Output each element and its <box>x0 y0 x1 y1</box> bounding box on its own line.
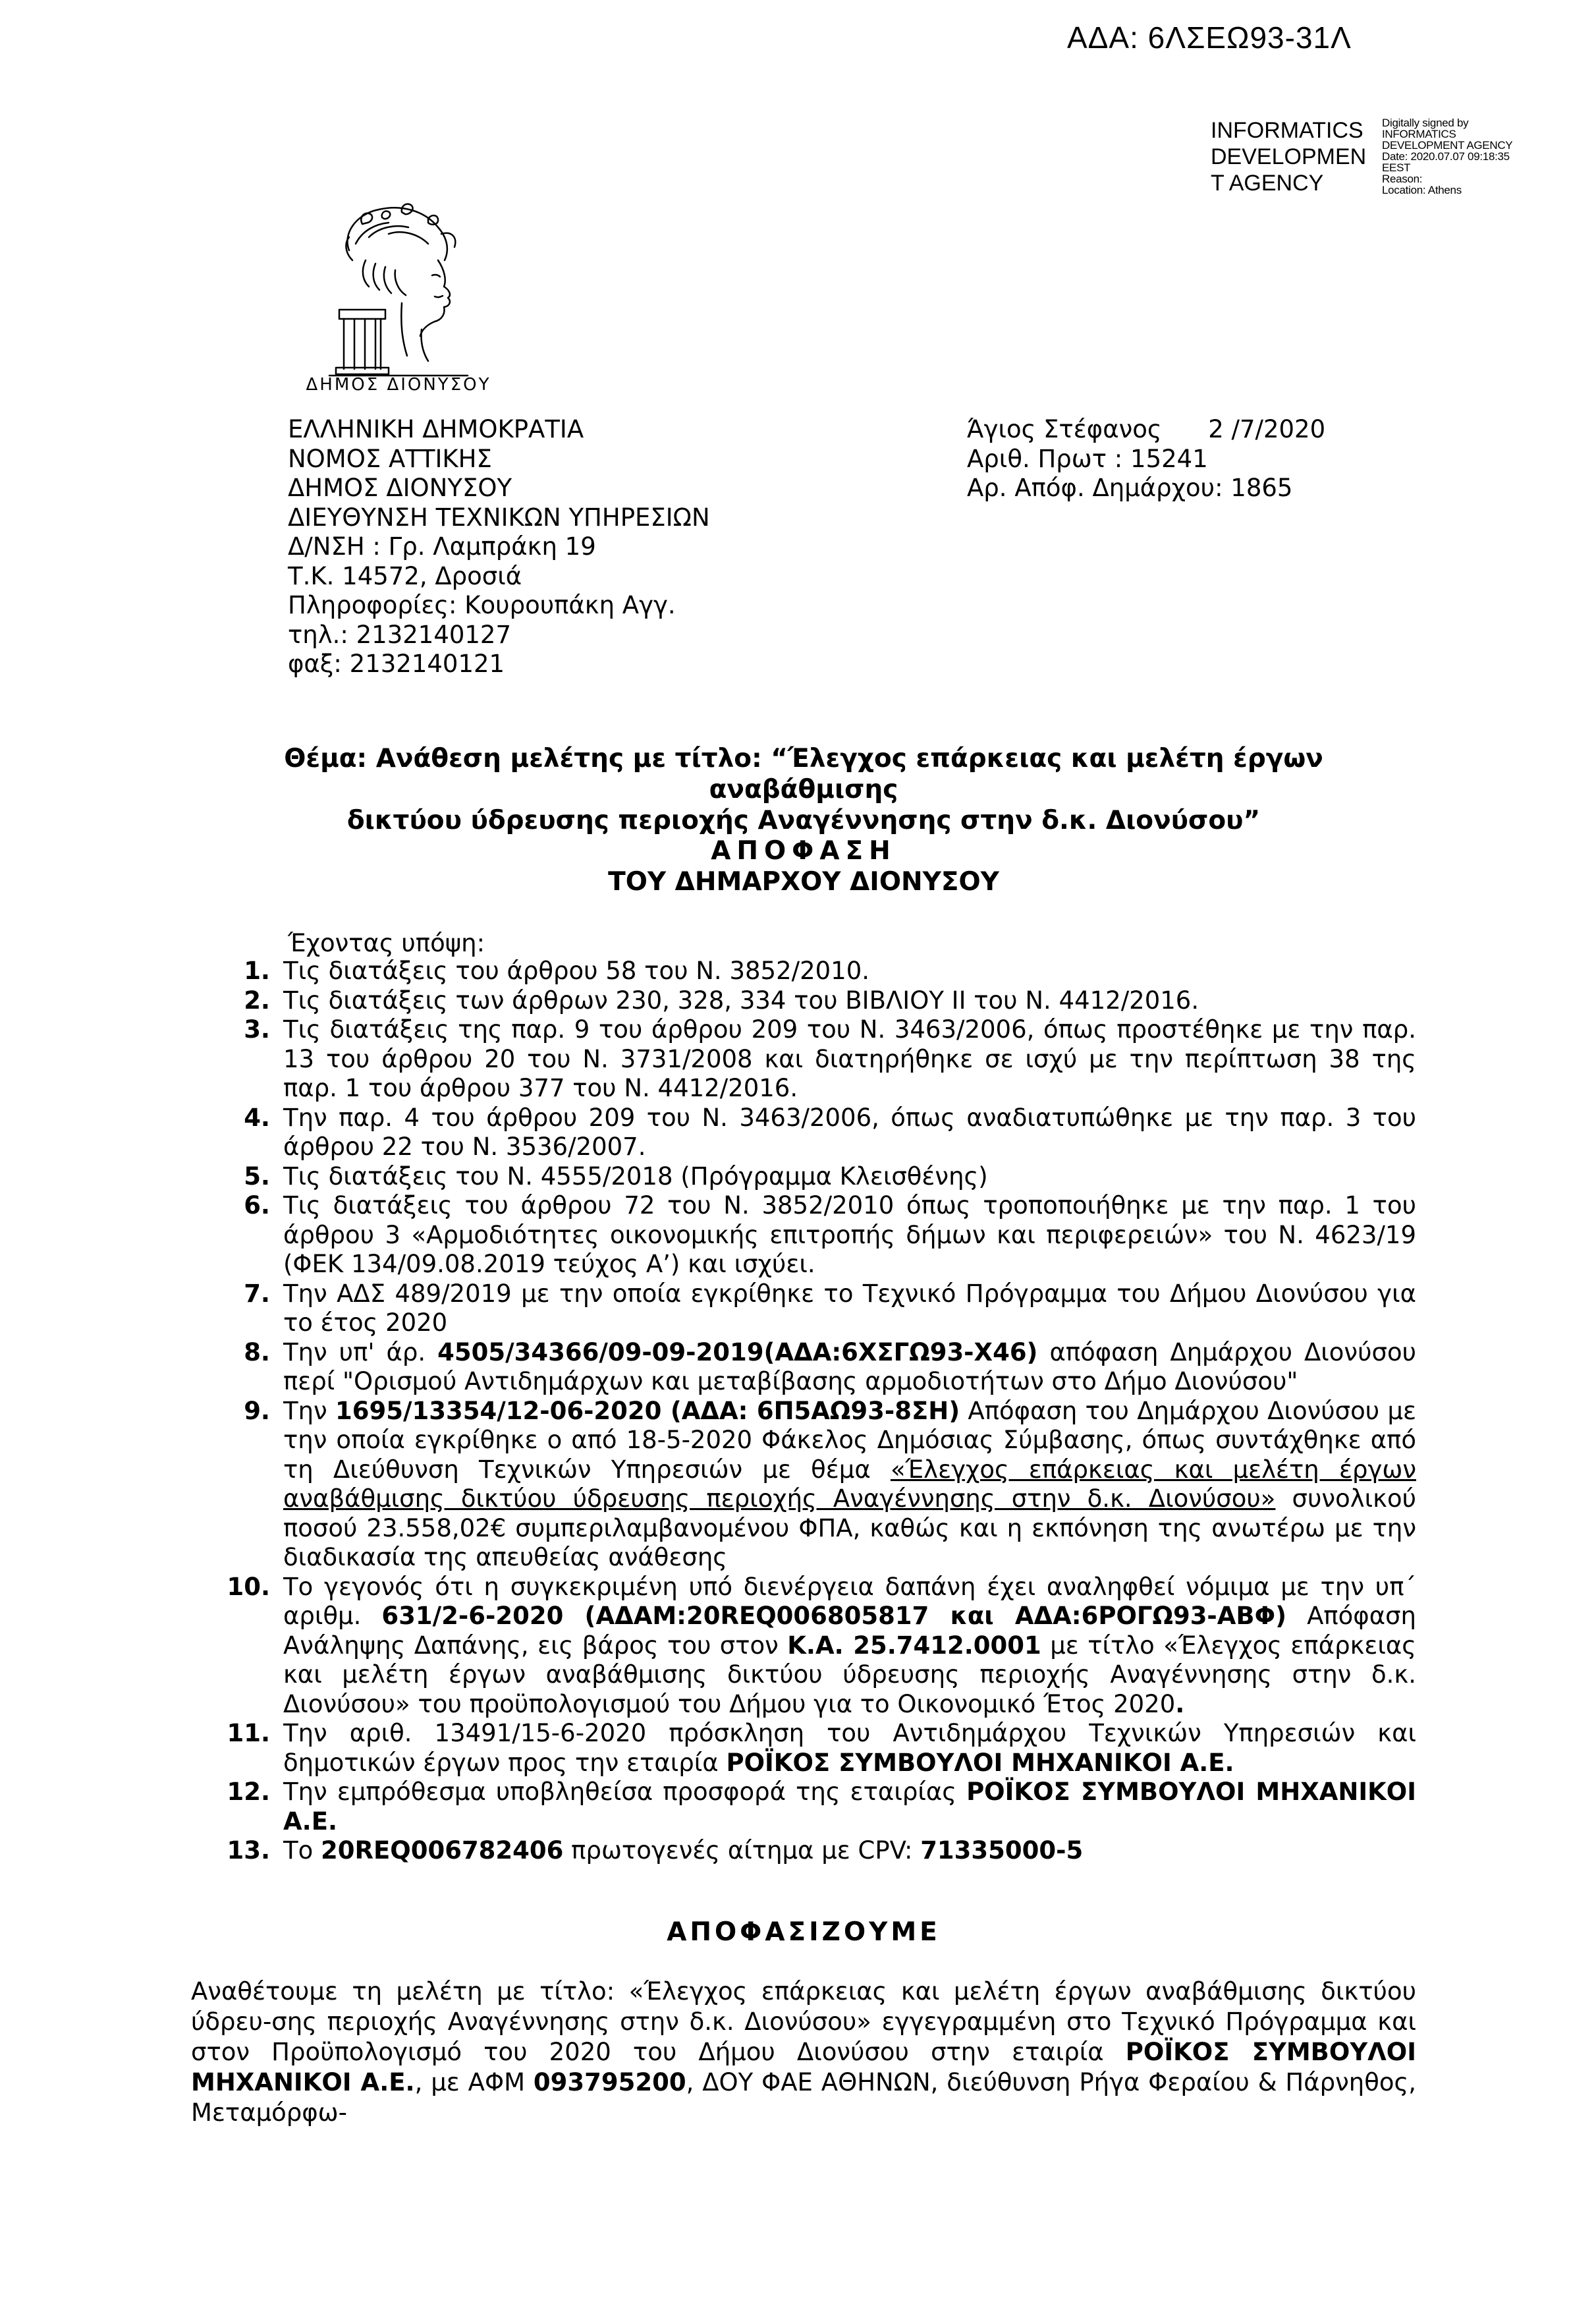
subject-heading <box>198 743 1410 836</box>
bold-text: 20REQ006782406 <box>321 1836 564 1865</box>
list-item-text <box>283 986 1416 1016</box>
list-item-number: 8. <box>244 1337 270 1366</box>
signature-meta-line: INFORMATICS <box>1382 128 1456 140</box>
bold-text: ΡΟΪΚΟΣ ΣΥΜΒΟΥΛΟΙ ΜΗΧΑΝΙΚΟΙ Α.Ε. <box>191 2038 1416 2096</box>
bold-text: ΡΟΪΚΟΣ ΣΥΜΒΟΥΛΟΙ ΜΗΧΑΝΙΚΟΙ Α.Ε. <box>726 1748 1234 1777</box>
list-item-text <box>283 1719 1416 1778</box>
text-run: Το γεγονός ότι η συγκεκριμένη υπό διενέργεια δαπάνη έχει αναληφθεί νόμιμα με την υπ΄ αριθμ. <box>283 1572 1416 1630</box>
address-line: τηλ.: 2132140127 <box>288 620 512 649</box>
list-item-number: 6. <box>244 1191 270 1220</box>
signature-meta-line: Location: Athens <box>1382 184 1462 196</box>
address-line: Δ/ΝΣΗ : Γρ. Λαμπράκη 19 <box>288 532 596 561</box>
subject-line: Θέμα: Ανάθεση μελέτης με τίτλο: “Έλεγχος επάρκειας και μελέτη έργων αναβάθμισης <box>284 744 1323 804</box>
list-item <box>191 1338 1416 1397</box>
signature-organization <box>1211 117 1366 196</box>
signature-meta-line: Reason: <box>1382 173 1423 185</box>
list-item-text <box>283 1397 1416 1573</box>
text-run: Την αριθ. 13491/15-6-2020 πρόσκληση του Αντιδημάρχου Τεχνικών Υπηρεσιών και δημοτικών έργων προς την εταιρία <box>283 1719 1416 1777</box>
underlined-text: «Έλεγχος επάρκειας και μελέτη έργων αναβάθμισης δικτύου ύδρευσης περιοχής Αναγέννησης στην δ.κ. Διονύσου» <box>283 1455 1416 1513</box>
text-run: Απόφαση Ανάληψης Δαπάνης, εις βάρος του στον <box>283 1602 1416 1660</box>
signature-meta-line: Date: 2020.07.07 09:18:35 <box>1382 150 1510 163</box>
text-run: Την <box>283 1396 336 1425</box>
list-item <box>191 986 1416 1016</box>
signature-org-line: INFORMATICS <box>1211 118 1363 143</box>
signature-meta-line: EEST <box>1382 161 1411 174</box>
list-item <box>191 1778 1416 1836</box>
decision-title <box>198 835 1410 897</box>
text-run: Τις διατάξεις του Ν. 4555/2018 (Πρόγραμμα Κλεισθένης) <box>283 1162 988 1191</box>
decision-body <box>191 1977 1416 2128</box>
text-run: , ΔΟΥ ΦΑΕ ΑΘΗΝΩΝ, διεύθυνση Ρήγα Φεραίου & Πάρνηθος, Μεταμόρφω- <box>191 2068 1417 2127</box>
signature-meta-line: DEVELOPMENT AGENCY <box>1382 139 1513 152</box>
list-item-text <box>283 1015 1416 1104</box>
sender-address <box>288 415 710 679</box>
decision-title-line: ΑΠΟΦΑΣΗ <box>711 836 896 866</box>
bold-text: 4505/34366/09-09-2019(ΑΔΑ:6ΧΣΓΩ93-Χ46) <box>437 1337 1038 1366</box>
list-item-text <box>283 1338 1416 1397</box>
list-item-text <box>283 1573 1416 1720</box>
text-run: Την ΑΔΣ 489/2019 με την οποία εγκρίθηκε το Τεχνικό Πρόγραμμα του Δήμου Διονύσου για το έτος 2020 <box>283 1279 1416 1337</box>
list-item <box>191 1015 1416 1104</box>
text-run: Το <box>283 1836 321 1865</box>
signature-org-line: DEVELOPMEN <box>1211 144 1367 169</box>
text-run: Τις διατάξεις του άρθρου 58 του Ν. 3852/2010. <box>283 957 870 985</box>
list-item <box>191 1162 1416 1192</box>
list-item-number: 10. <box>227 1572 270 1601</box>
reference-line: Αρ. Απόφ. Δημάρχου: 1865 <box>967 474 1293 502</box>
list-item-number: 1. <box>244 957 270 985</box>
list-item-number: 9. <box>244 1396 270 1425</box>
text-run: με τίτλο «Έλεγχος επάρκειας και μελέτη έργων αναβάθμισης δικτύου ύδρευσης περιοχής Αναγέννησης στην δ.κ. Διονύσου» του προϋπολογισμού του Δήμου για το Οικονομικό Έτος 2020 <box>283 1631 1417 1718</box>
reference-line: Άγιος Στέφανος 2 /7/2020 <box>967 415 1326 443</box>
address-line: ΕΛΛΗΝΙΚΗ ΔΗΜΟΚΡΑΤΙΑ <box>288 415 584 443</box>
list-item-number: 4. <box>244 1103 270 1132</box>
list-item-number: 13. <box>227 1836 270 1865</box>
ada-code: ΑΔΑ: 6ΛΣΕΩ93-31Λ <box>1067 20 1352 55</box>
address-line: ΔΙΕΥΘΥΝΣΗ ΤΕΧΝΙΚΩΝ ΥΠΗΡΕΣΙΩΝ <box>288 503 710 532</box>
signature-meta-line: Digitally signed by <box>1382 117 1469 129</box>
text-run: , με ΑΦΜ <box>414 2068 534 2096</box>
address-line: Τ.Κ. 14572, Δροσιά <box>288 561 522 590</box>
bold-text: 71335000-5 <box>920 1836 1084 1865</box>
logo-caption: ΔΗΜΟΣ ΔΙΟΝΥΣΟΥ <box>306 375 491 395</box>
subject-line: δικτύου ύδρευσης περιοχής Αναγέννησης στην δ.κ. Διονύσου” <box>346 806 1261 835</box>
address-line: φαξ: 2132140121 <box>288 650 505 678</box>
bold-text: Κ.Α. 25.7412.0001 <box>787 1631 1041 1660</box>
list-item-text <box>283 1162 1416 1192</box>
list-item-number: 3. <box>244 1015 270 1044</box>
text-run: Την παρ. 4 του άρθρου 209 του Ν. 3463/2006, όπως αναδιατυπώθηκε με την παρ. 3 του άρθρου 22 του Ν. 3536/2007. <box>283 1103 1416 1161</box>
dionysus-head-logo <box>303 198 494 395</box>
list-item <box>191 1104 1416 1162</box>
list-item <box>191 957 1416 986</box>
text-run: Αναθέτουμε τη μελέτη με τίτλο: «Έλεγχος επάρκειας και μελέτη έργων αναβάθμισης δικτύου ύδρευ-σης περιοχής Αναγέννησης στην δ.κ. Διονύσου» εγγεγραμμένη στο Τεχνικό Πρόγραμμα και στον Προϋπολογισμό του 2020 του Δήμου Διονύσου στην εταιρία <box>191 1977 1416 2066</box>
signature-metadata <box>1382 117 1512 196</box>
decision-heading: ΑΠΟΦΑΣΙΖΟΥΜΕ <box>667 1917 941 1947</box>
list-item-text <box>283 1778 1416 1836</box>
text-run: Τις διατάξεις της παρ. 9 του άρθρου 209 του Ν. 3463/2006, όπως προστέθηκε με την παρ. 13 του άρθρου 20 του Ν. 3731/2008 και διατηρήθηκε σε ισχύ με την περίπτωση 38 της παρ. 1 του άρθρου 377 του Ν. 4412/2016. <box>283 1015 1416 1102</box>
considerations-list <box>191 957 1416 1866</box>
bold-text: . <box>1175 1689 1185 1718</box>
list-item <box>191 1573 1416 1720</box>
list-item-number: 11. <box>227 1719 270 1747</box>
list-item <box>191 1397 1416 1573</box>
text-run: Απόφαση του Δημάρχου Διονύσου με την οποία εγκρίθηκε ο από 18-5-2020 Φάκελος Δημόσιας Σύμβασης, όπως συντάχθηκε από τη Διεύθυνση Τεχνικών Υπηρεσιών με θέμα <box>283 1396 1417 1484</box>
address-line: ΝΟΜΟΣ ΑΤΤΙΚΗΣ <box>288 444 492 473</box>
text-run: πρωτογενές αίτημα με CPV: <box>563 1836 921 1865</box>
reference-line: Αριθ. Πρωτ : 15241 <box>967 444 1208 473</box>
list-item-text <box>283 1191 1416 1279</box>
list-item-number: 5. <box>244 1162 270 1191</box>
bold-text: 093795200 <box>533 2068 686 2096</box>
list-item-text <box>283 1279 1416 1338</box>
address-line: Πληροφορίες: Κουρουπάκη Αγγ. <box>288 591 676 619</box>
list-item-text <box>283 1104 1416 1162</box>
list-item <box>191 1719 1416 1778</box>
considerations-intro: Έχοντας υπόψη: <box>288 929 485 957</box>
list-item-text <box>283 957 1416 986</box>
text-run: Την υπ' άρ. <box>283 1337 438 1366</box>
text-run: Τις διατάξεις των άρθρων 230, 328, 334 του ΒΙΒΛΙΟΥ ΙΙ του Ν. 4412/2016. <box>283 986 1199 1015</box>
list-item-number: 2. <box>244 986 270 1015</box>
text-run: Την εμπρόθεσμα υποβληθείσα προσφορά της εταιρίας <box>283 1778 967 1806</box>
list-item <box>191 1836 1416 1866</box>
signature-org-line: T AGENCY <box>1211 171 1324 196</box>
list-item <box>191 1279 1416 1338</box>
decision-title-line: ΤΟΥ ΔΗΜΑΡΧΟΥ ΔΙΟΝΥΣΟΥ <box>608 867 999 897</box>
list-item-number: 12. <box>227 1778 270 1806</box>
bold-text: ΡΟΪΚΟΣ ΣΥΜΒΟΥΛΟΙ ΜΗΧΑΝΙΚΟΙ Α.Ε. <box>283 1778 1416 1836</box>
bold-text: 631/2-6-2020 (ΑΔΑΜ:20REQ006805817 και ΑΔΑ:6ΡΟΓΩ93-ΑΒΦ) <box>381 1602 1286 1630</box>
bold-text: 1695/13354/12-06-2020 (ΑΔΑ: 6Π5ΑΩ93-8ΣΗ) <box>335 1396 960 1425</box>
text-run: Τις διατάξεις του άρθρου 72 του Ν. 3852/2010 όπως τροποποιήθηκε με την παρ. 1 του άρθρου 3 «Αρμοδιότητες οικονομικής επιτροπής δήμων και περιφερειών» του Ν. 4623/19 (ΦΕΚ 134/09.08.2019 τεύχος Α’) και ισχύει. <box>283 1191 1416 1278</box>
list-item <box>191 1191 1416 1279</box>
address-line: ΔΗΜΟΣ ΔΙΟΝΥΣΟΥ <box>288 474 512 502</box>
text-run: συνολικού ποσού 23.558,02€ συμπεριλαμβανομένου ΦΠΑ, καθώς και η εκπόνηση της ανωτέρω με την διαδικασία της απευθείας ανάθεσης <box>283 1484 1416 1571</box>
document-reference <box>967 415 1325 503</box>
list-item-number: 7. <box>244 1279 270 1308</box>
text-run: απόφαση Δημάρχου Διονύσου περί "Ορισμού Αντιδημάρχων και μεταβίβασης αρμοδιοτήτων στο Δήμο Διονύσου" <box>283 1337 1417 1395</box>
list-item-text <box>283 1836 1416 1866</box>
